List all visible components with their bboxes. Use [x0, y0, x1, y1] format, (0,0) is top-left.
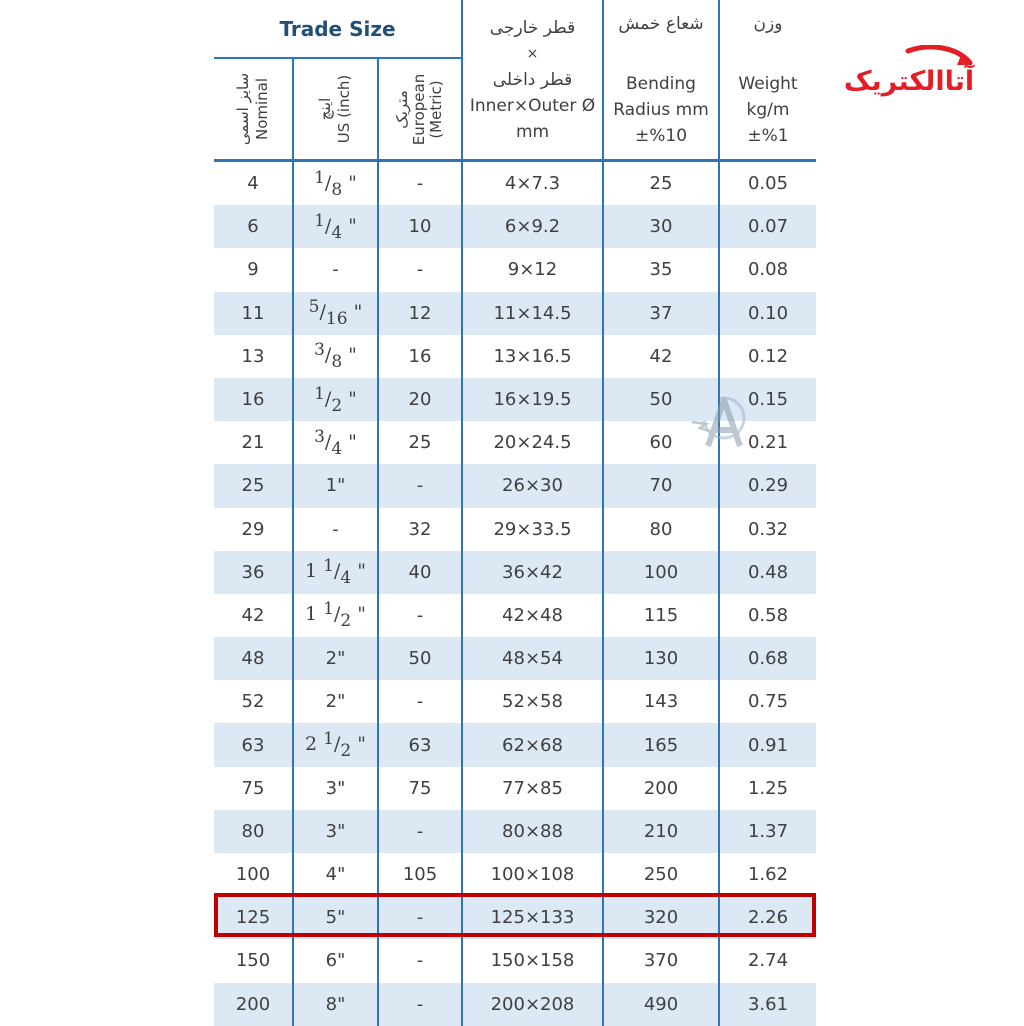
us-fraction	[305, 729, 366, 762]
weight-cell: 1.37	[719, 810, 816, 853]
table-row	[214, 205, 816, 248]
brand-logo-text: آتاالکتریک	[843, 66, 975, 97]
nominal-cell: 100	[214, 853, 293, 896]
diameter-unit: mm	[515, 121, 550, 142]
bending-radius-cell: 200	[603, 767, 719, 810]
weight-header	[719, 0, 816, 161]
fraction-slash: /	[324, 171, 332, 194]
trade-size-heading: Trade Size	[214, 0, 462, 58]
nominal-cell: 75	[214, 767, 293, 810]
inch-mark: "	[351, 603, 366, 626]
metric-cell: 50	[378, 637, 462, 680]
metric-cell: 40	[378, 551, 462, 594]
diameter-cell: 200×208	[462, 983, 603, 1026]
us-numerator: 5	[308, 297, 320, 318]
nominal-cell: 21	[214, 421, 293, 464]
us-fa: اینچ	[316, 97, 335, 121]
bending-radius-cell: 250	[603, 853, 719, 896]
bending-radius-cell: 50	[603, 378, 719, 421]
table-row	[214, 853, 816, 896]
us-denominator: 4	[331, 438, 343, 459]
bending-radius-cell: 370	[603, 939, 719, 982]
metric-cell: -	[378, 248, 462, 291]
metric-cell: 16	[378, 335, 462, 378]
us-numerator: 3	[314, 340, 325, 361]
weight-cell: 0.12	[747, 345, 789, 367]
weight-cell: 0.91	[719, 723, 816, 766]
diameter-inner-fa: قطر داخلی	[492, 69, 573, 90]
us-denominator: 8	[331, 179, 343, 200]
us-fraction	[314, 340, 357, 373]
bending-radius-cell: 165	[603, 723, 719, 766]
us-denominator: 2	[331, 395, 343, 416]
european-en: European	[410, 73, 429, 145]
table-row	[214, 464, 816, 507]
diameter-cell: 48×54	[462, 637, 603, 680]
bending-radius-cell: 80	[603, 508, 719, 551]
us-inch-cell	[293, 292, 378, 335]
nominal-cell: 63	[214, 723, 293, 766]
bending-radius-cell: 210	[603, 810, 719, 853]
table-row	[214, 939, 816, 982]
table-row	[214, 767, 816, 810]
fraction-slash: /	[324, 387, 332, 410]
weight-cell: 0.05	[747, 173, 789, 195]
us-inch-cell	[293, 205, 378, 248]
us-inch-cell: -	[293, 248, 378, 291]
weight-cell: 0.68	[719, 637, 816, 680]
weight-cell: 0.15	[719, 378, 816, 421]
diameter-cell: 42×48	[462, 594, 603, 637]
table-row	[214, 983, 816, 1026]
weight-cell: 0.07	[719, 205, 816, 248]
bending-radius-cell: 60	[603, 421, 719, 464]
us-numerator: 1	[323, 599, 334, 620]
us-denominator: 2	[340, 741, 352, 762]
us-inch-cell	[293, 551, 378, 594]
weight-cell: 0.75	[747, 691, 789, 713]
table-row	[214, 680, 816, 723]
us-inch-cell: -	[293, 508, 378, 551]
bending-fa: شعاع خمش	[618, 13, 704, 34]
inch-mark: "	[342, 214, 357, 237]
diameter-cell: 36×42	[462, 551, 603, 594]
metric-cell: -	[378, 680, 462, 723]
fraction-slash: /	[333, 603, 341, 626]
metric-cell: -	[378, 161, 462, 206]
weight-fa: وزن	[753, 13, 783, 34]
diameter-cell: 125×133	[462, 896, 603, 939]
table-row	[214, 594, 816, 637]
metric-cell: -	[378, 983, 462, 1026]
brand-logo	[838, 45, 980, 100]
us-denominator: 8	[331, 352, 343, 373]
pipe-spec-table	[214, 0, 816, 1026]
metric-cell: 12	[378, 292, 462, 335]
diameter-cell: 77×85	[462, 767, 603, 810]
us-header	[293, 58, 378, 161]
inch-mark: "	[342, 344, 357, 367]
bending-radius-cell: 42	[603, 335, 719, 378]
us-inch-cell: 3"	[293, 810, 378, 853]
us-numerator: 3	[314, 426, 325, 447]
nominal-cell: 52	[214, 680, 293, 723]
fraction-slash: /	[319, 301, 326, 324]
diameter-cell: 100×108	[462, 853, 603, 896]
weight-unit: kg/m	[746, 99, 790, 120]
metric-cell: 25	[378, 421, 462, 464]
nominal-cell: 11	[214, 292, 293, 335]
us-inch-cell	[293, 723, 378, 766]
bending-radius-cell: 30	[603, 205, 719, 248]
us-inch-cell: 4"	[293, 853, 378, 896]
diameter-cell: 52×58	[462, 680, 603, 723]
european-en2: (Metric)	[427, 79, 446, 139]
nominal-cell: 42	[214, 594, 293, 637]
weight-cell: 0.29	[719, 464, 816, 507]
us-whole: 1	[305, 560, 318, 583]
metric-cell: 10	[378, 205, 462, 248]
bending-radius-cell: 100	[603, 551, 719, 594]
weight-cell: 2.26	[719, 896, 816, 939]
metric-cell: 20	[378, 378, 462, 421]
bending-radius-cell: 130	[603, 637, 719, 680]
us-denominator: 4	[340, 568, 352, 589]
fraction-slash: /	[324, 214, 332, 237]
nominal-cell: 200	[214, 983, 293, 1026]
metric-cell: 75	[378, 767, 462, 810]
diameter-cell: 150×158	[462, 939, 603, 982]
weight-cell: 1.62	[747, 864, 789, 886]
us-denominator: 4	[331, 222, 343, 243]
nominal-en: Nominal	[253, 77, 271, 141]
us-numerator: 1	[314, 383, 325, 404]
diameter-outer-fa: قطر خارجی	[489, 17, 576, 38]
bending-radius-cell: 70	[603, 464, 719, 507]
bending-radius-cell: 115	[603, 594, 719, 637]
table-row	[214, 161, 816, 206]
nominal-cell: 29	[214, 508, 293, 551]
us-inch-cell: 2"	[293, 680, 378, 723]
us-en: US (inch)	[335, 74, 354, 144]
highlight-box	[214, 893, 816, 937]
table-row	[214, 508, 816, 551]
us-fraction	[314, 167, 357, 200]
metric-cell: -	[378, 896, 462, 939]
weight-cell: 0.32	[747, 518, 789, 540]
nominal-fa: سایز اسمی	[234, 72, 252, 146]
us-inch-cell: 6"	[293, 939, 378, 982]
weight-cell: 2.74	[747, 950, 789, 972]
bending-radius-cell: 143	[603, 680, 719, 723]
nominal-cell: 16	[214, 378, 293, 421]
inch-mark: "	[342, 387, 357, 410]
weight-cell: 0.08	[747, 259, 789, 281]
inch-mark: "	[351, 733, 366, 756]
us-inch-cell: 1"	[293, 464, 378, 507]
fraction-slash: /	[333, 560, 341, 583]
us-whole: 2	[305, 733, 318, 756]
nominal-cell: 48	[214, 637, 293, 680]
bending-radius-cell: 490	[603, 983, 719, 1026]
nominal-cell: 150	[214, 939, 293, 982]
bending-en: Bending	[626, 73, 696, 94]
us-numerator: 1	[323, 729, 334, 750]
us-inch-cell	[293, 335, 378, 378]
nominal-cell: 6	[214, 205, 293, 248]
diameter-cell: 4×7.3	[462, 161, 603, 206]
weight-cell: 1.25	[747, 777, 789, 799]
bending-radius-cell: 25	[603, 161, 719, 206]
table-row	[214, 637, 816, 680]
us-inch-cell: 3"	[293, 767, 378, 810]
diameter-times: ×	[526, 45, 539, 62]
fraction-slash: /	[333, 733, 341, 756]
inch-mark: "	[347, 301, 363, 324]
diameter-cell: 13×16.5	[462, 335, 603, 378]
us-whole: 1	[305, 603, 318, 626]
us-fraction	[314, 426, 357, 459]
table-row	[214, 248, 816, 291]
nominal-header	[214, 58, 293, 161]
us-numerator: 1	[314, 167, 325, 188]
diameter-cell: 11×14.5	[462, 292, 603, 335]
diameter-cell: 9×12	[462, 248, 603, 291]
diameter-en: Inner×Outer Ø	[469, 95, 596, 116]
diameter-cell: 29×33.5	[462, 508, 603, 551]
diameter-cell: 20×24.5	[462, 421, 603, 464]
metric-cell: 63	[378, 723, 462, 766]
bending-tolerance: ±%10	[634, 125, 688, 146]
inch-mark: "	[342, 430, 357, 453]
us-denominator: 16	[325, 309, 348, 330]
diameter-header	[462, 0, 603, 161]
fraction-slash: /	[324, 344, 332, 367]
us-inch-cell	[293, 378, 378, 421]
weight-cell: 0.58	[747, 604, 789, 626]
bending-radius-cell: 35	[603, 248, 719, 291]
nominal-cell: 4	[214, 161, 293, 206]
us-fraction	[305, 556, 366, 589]
diameter-cell: 62×68	[462, 723, 603, 766]
bending-unit: Radius mm	[613, 99, 709, 120]
diameter-cell: 26×30	[462, 464, 603, 507]
metric-cell: 32	[378, 508, 462, 551]
weight-cell: 0.21	[747, 432, 789, 454]
metric-cell: -	[378, 810, 462, 853]
metric-cell: 105	[378, 853, 462, 896]
us-fraction	[305, 599, 366, 632]
bending-radius-cell: 37	[603, 292, 719, 335]
weight-en: Weight	[738, 73, 798, 94]
lightning-a-watermark-icon	[690, 388, 752, 456]
us-fraction	[308, 297, 363, 330]
bending-radius-cell: 320	[603, 896, 719, 939]
us-inch-cell: 8"	[293, 983, 378, 1026]
us-inch-cell: 2"	[293, 637, 378, 680]
nominal-cell: 25	[214, 464, 293, 507]
us-fraction	[314, 210, 357, 243]
inch-mark: "	[342, 171, 357, 194]
bending-header	[603, 0, 719, 161]
weight-cell: 0.48	[719, 551, 816, 594]
metric-cell: -	[378, 464, 462, 507]
table-row	[214, 292, 816, 335]
weight-tolerance: ±%1	[747, 125, 789, 146]
table-row	[214, 723, 816, 766]
weight-cell: 3.61	[719, 983, 816, 1026]
us-inch-cell	[293, 161, 378, 206]
metric-cell: -	[378, 939, 462, 982]
weight-cell: 0.10	[719, 292, 816, 335]
us-fraction	[314, 383, 357, 416]
diameter-cell: 16×19.5	[462, 378, 603, 421]
us-numerator: 1	[314, 210, 325, 231]
metric-cell: -	[378, 594, 462, 637]
us-inch-cell	[293, 421, 378, 464]
diameter-cell: 6×9.2	[462, 205, 603, 248]
european-header	[378, 58, 462, 161]
us-inch-cell	[293, 594, 378, 637]
nominal-cell: 36	[214, 551, 293, 594]
nominal-cell: 9	[214, 248, 293, 291]
nominal-cell: 125	[214, 896, 293, 939]
table-row	[214, 810, 816, 853]
diameter-cell: 80×88	[462, 810, 603, 853]
us-inch-cell: 5"	[293, 896, 378, 939]
us-numerator: 1	[323, 556, 334, 577]
european-fa: متریک	[393, 89, 412, 129]
nominal-cell: 13	[214, 335, 293, 378]
inch-mark: "	[351, 560, 366, 583]
us-denominator: 2	[340, 611, 352, 632]
table-row	[214, 335, 816, 378]
nominal-cell: 80	[214, 810, 293, 853]
fraction-slash: /	[324, 430, 332, 453]
table-row	[214, 551, 816, 594]
